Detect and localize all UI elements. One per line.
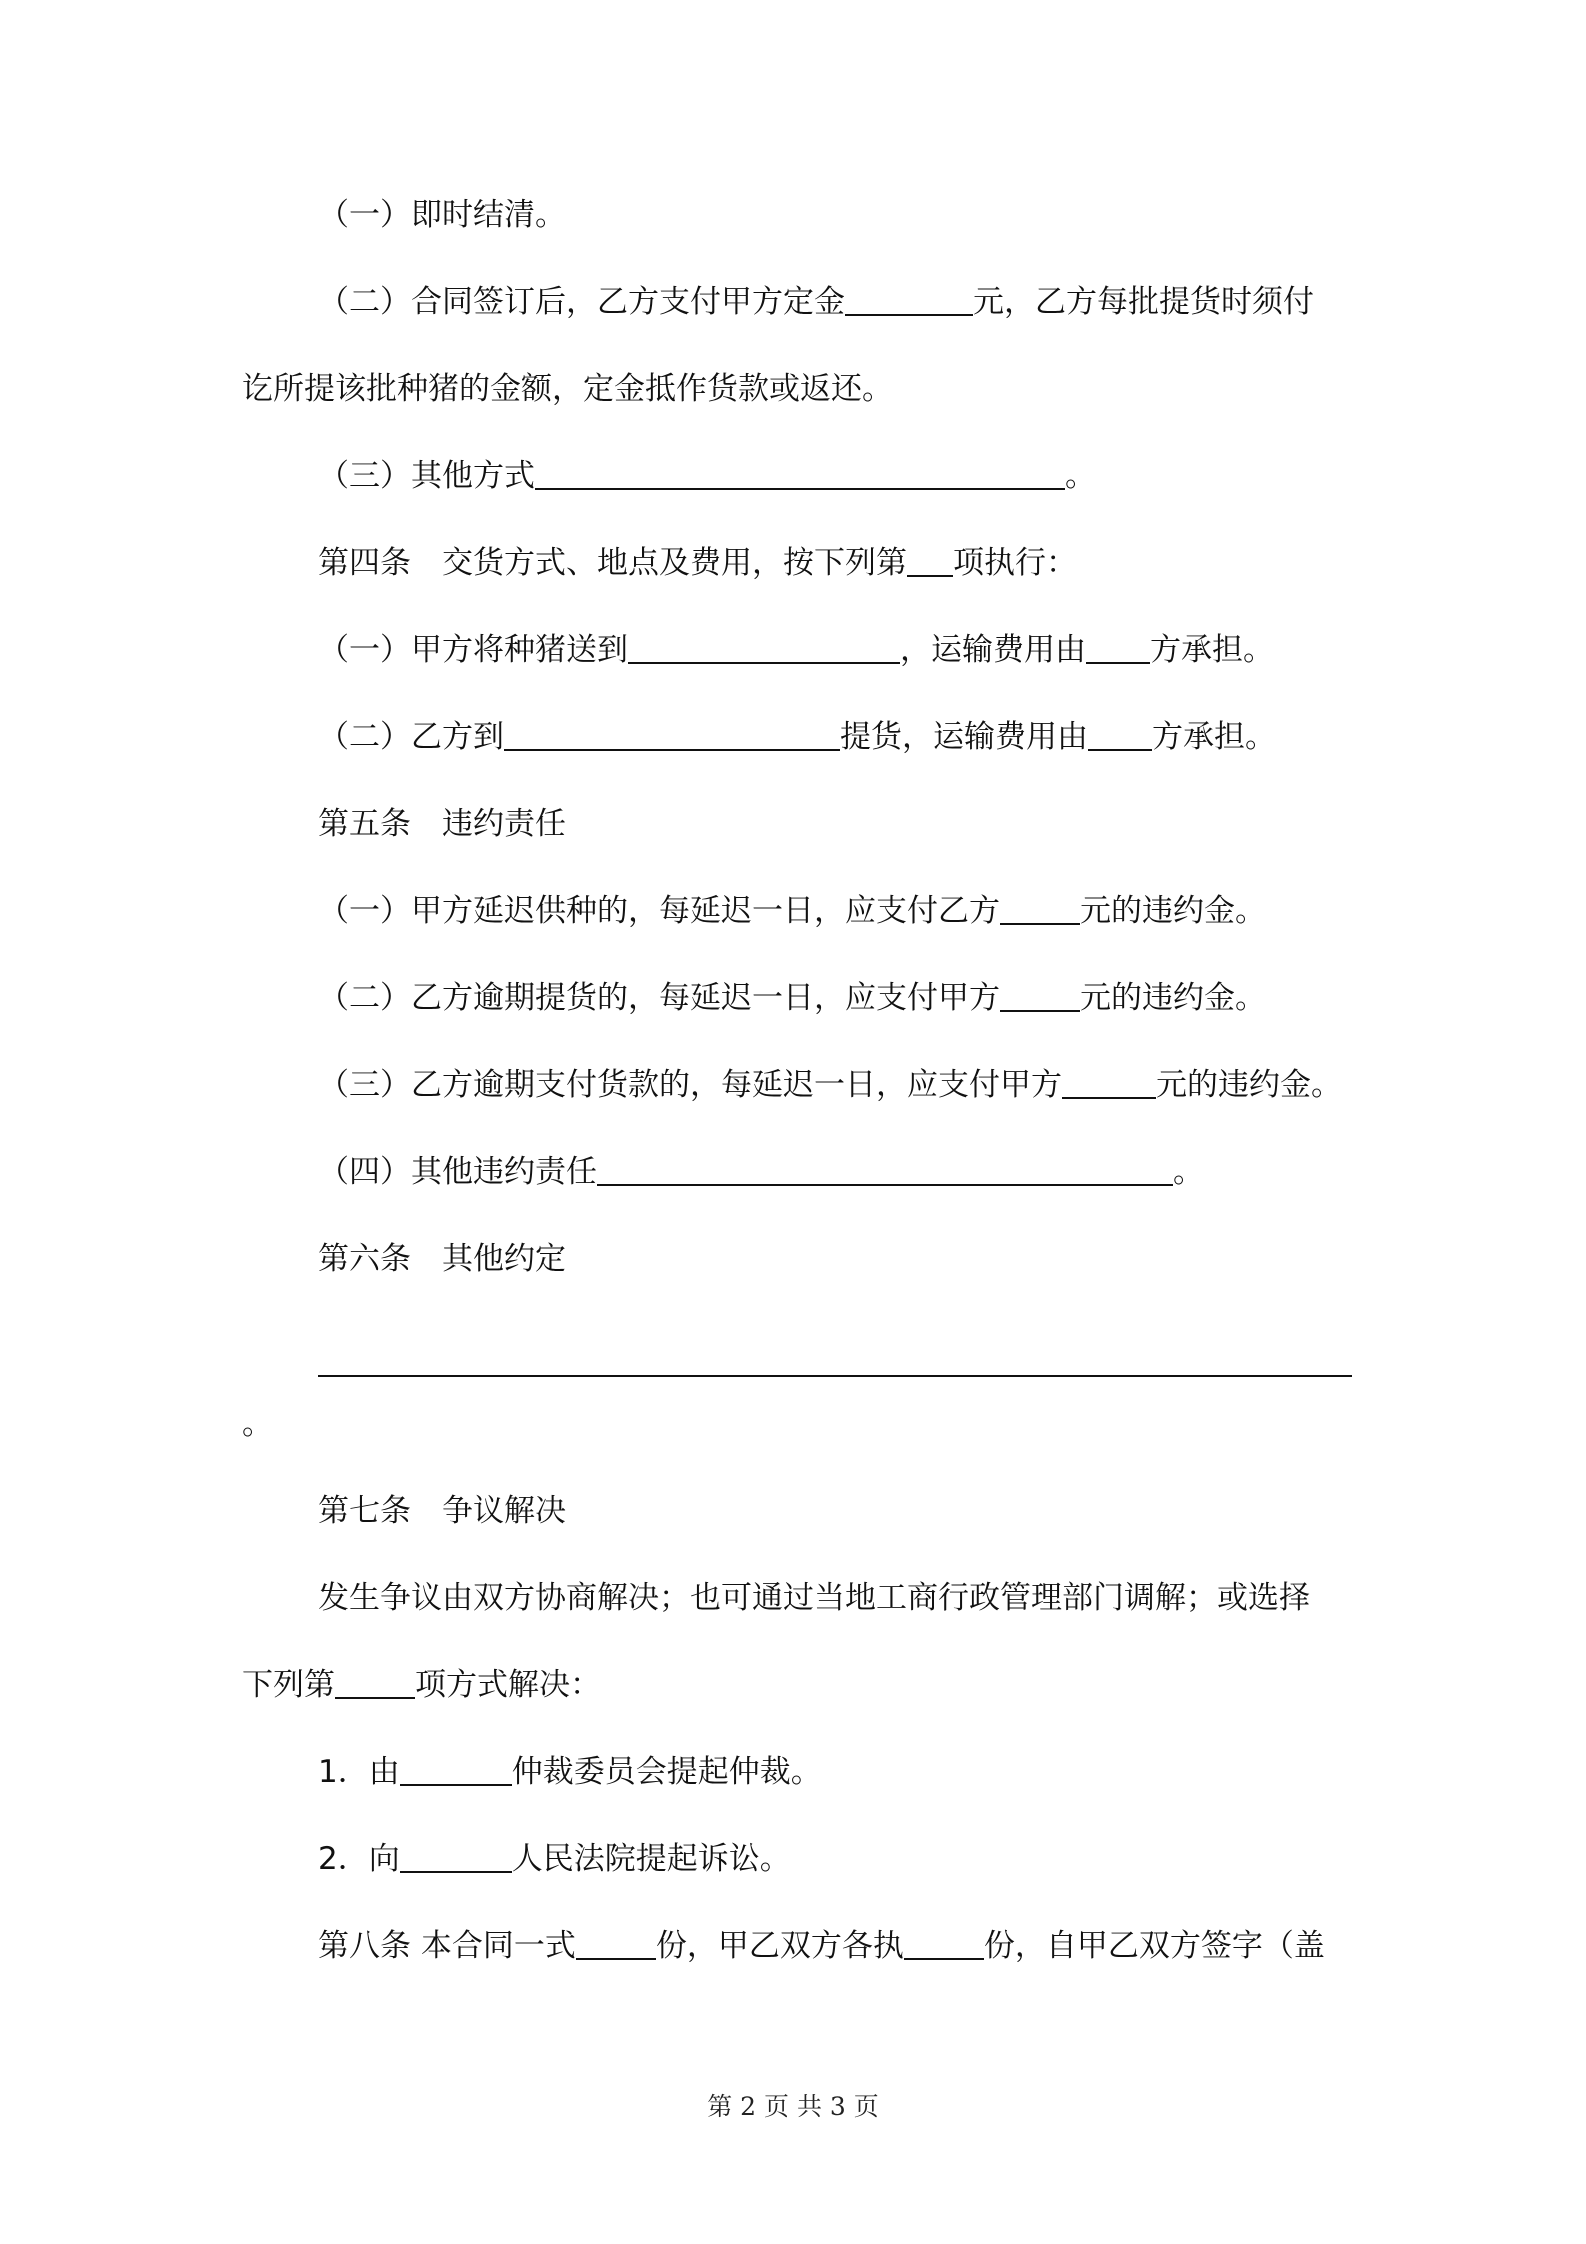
- clause-payment-1: （一）即时结清。: [318, 197, 566, 233]
- freight-party-blank: [1086, 632, 1150, 664]
- clause-dispute-text: 发生争议由双方协商解决；也可通过当地工商行政管理部门调解；或选择: [318, 1580, 1310, 1616]
- pickup-place-blank: [504, 719, 840, 751]
- article-4-heading: 第四条 交货方式、地点及费用，按下列第 项执行：: [318, 545, 1077, 581]
- freight-party-blank: [1088, 719, 1152, 751]
- other-agreement-blank: [318, 1375, 1352, 1377]
- arbitration-body-blank: [400, 1754, 512, 1786]
- copies-count-blank: [576, 1928, 656, 1960]
- clause-breach-3: （三）乙方逾期支付货款的，每延迟一日，应支付甲方 元的违约金。: [318, 1067, 1342, 1103]
- clause-dispute-text-cont: 下列第 项方式解决：: [242, 1667, 601, 1703]
- clause-delivery-1: （一）甲方将种猪送到 ，运输费用由 方承担。: [318, 632, 1274, 668]
- other-agreement-end: 。: [242, 1406, 273, 1442]
- penalty-amount-blank: [1062, 1067, 1156, 1099]
- other-method-blank: [535, 458, 1065, 490]
- clause-dispute-1: 1．由 仲裁委员会提起仲裁。: [318, 1754, 822, 1790]
- penalty-amount-blank: [1000, 980, 1080, 1012]
- delivery-place-blank: [628, 632, 900, 664]
- deposit-blank: [845, 284, 973, 316]
- other-liability-blank: [597, 1154, 1173, 1186]
- item-number-blank: [907, 545, 953, 577]
- clause-delivery-2: （二）乙方到 提货，运输费用由 方承担。: [318, 719, 1276, 755]
- page-footer: 第 2 页 共 3 页: [707, 2092, 879, 2121]
- article-5-heading: 第五条 违约责任: [318, 806, 566, 842]
- clause-breach-1: （一）甲方延迟供种的，每延迟一日，应支付乙方 元的违约金。: [318, 893, 1266, 929]
- clause-dispute-2: 2．向 人民法院提起诉讼。: [318, 1841, 791, 1877]
- court-blank: [400, 1841, 512, 1873]
- clause-breach-2: （二）乙方逾期提货的，每延迟一日，应支付甲方 元的违约金。: [318, 980, 1266, 1016]
- clause-breach-4: （四）其他违约责任 。: [318, 1154, 1204, 1190]
- article-6-heading: 第六条 其他约定: [318, 1241, 566, 1277]
- clause-payment-2-cont: 讫所提该批种猪的金额，定金抵作货款或返还。: [242, 371, 893, 407]
- article-8-heading: 第八条 本合同一式 份，甲乙双方各执 份，自甲乙双方签字（盖: [318, 1928, 1325, 1964]
- copies-each-blank: [904, 1928, 984, 1960]
- method-number-blank: [335, 1667, 415, 1699]
- penalty-amount-blank: [1000, 893, 1080, 925]
- article-7-heading: 第七条 争议解决: [318, 1493, 566, 1529]
- clause-payment-2: （二）合同签订后，乙方支付甲方定金 元，乙方每批提货时须付: [318, 284, 1314, 320]
- clause-payment-3: （三）其他方式 。: [318, 458, 1096, 494]
